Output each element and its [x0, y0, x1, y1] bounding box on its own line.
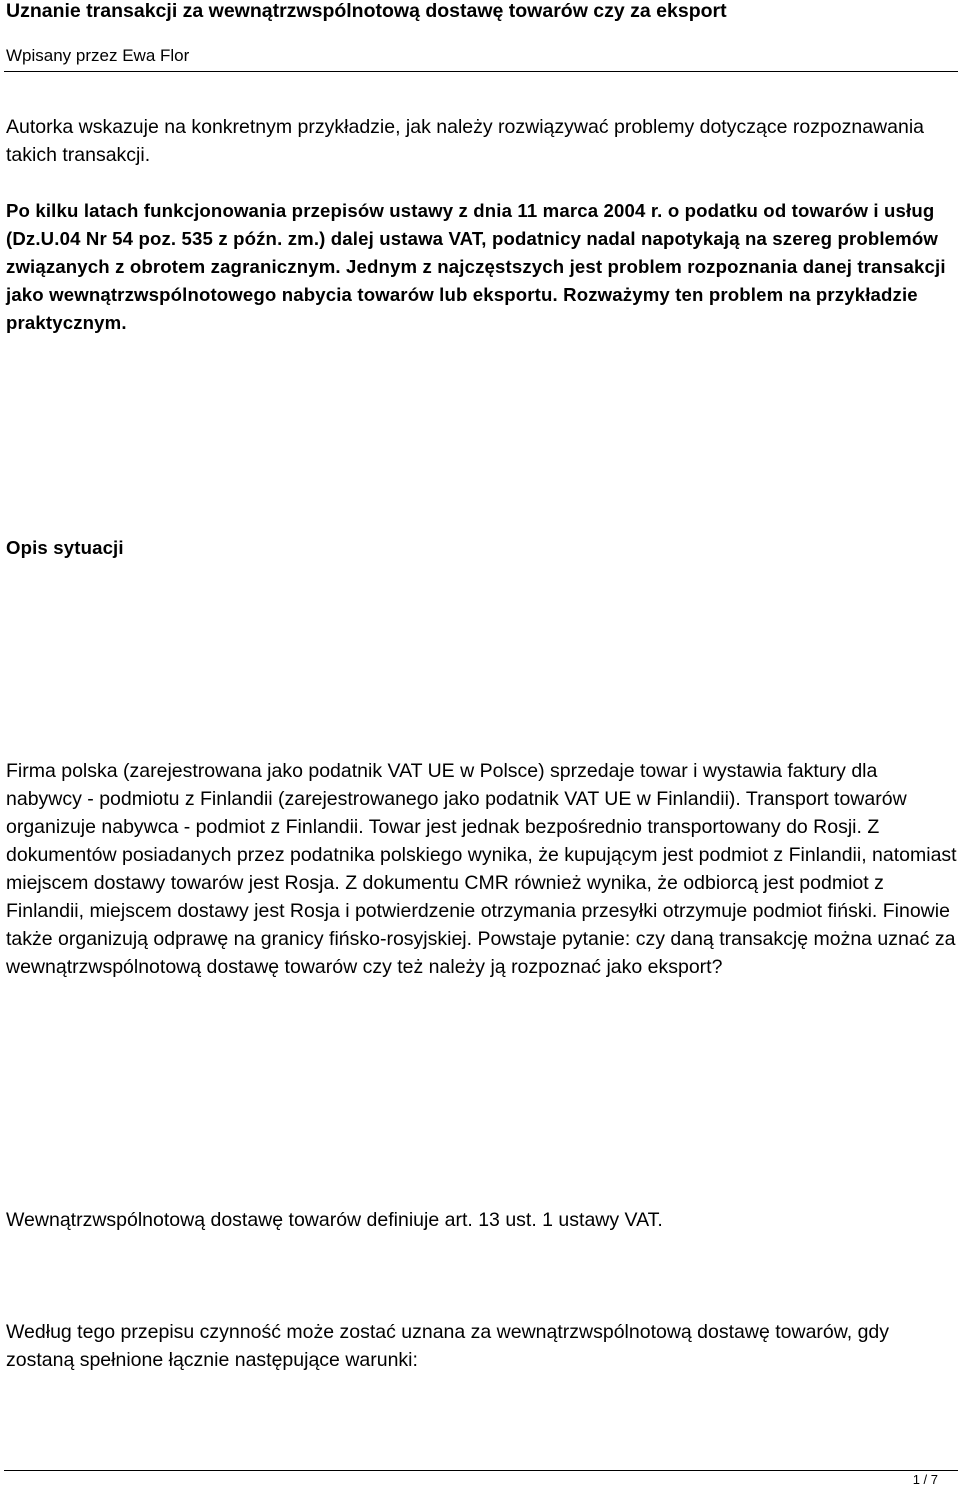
header-divider [4, 71, 958, 72]
section-heading: Opis sytuacji [6, 537, 124, 558]
document-title: Uznanie transakcji za wewnątrzwspólnotową dostawę towarów czy za eksport [6, 0, 727, 22]
definition-paragraph: Wewnątrzwspólnotową dostawę towarów definiuje art. 13 ust. 1 ustawy VAT. [6, 1209, 663, 1231]
conditions-paragraph: Według tego przepisu czynność może zostać uznana za wewnątrzwspólnotową dostawę towarów, gdy zostaną spełnione łącznie następujące warunki: [6, 1321, 890, 1371]
footer-divider [4, 1470, 958, 1471]
author-line: Wpisany przez Ewa Flor [6, 46, 190, 65]
intro-paragraph: Autorka wskazuje na konkretnym przykładzie, jak należy rozwiązywać problemy dotyczące rozpoznawania takich transakcji. [6, 116, 924, 166]
lead-paragraph: Po kilku latach funkcjonowania przepisów ustawy z dnia 11 marca 2004 r. o podatku od towarów i usług (Dz.U.04 Nr 54 poz. 535 z późn. zm.) dalej ustawa VAT, podatnicy nadal napotykają na szereg problemów związanych z obrotem zagranicznym. Jednym z najczęstszych jest problem rozpoznania danej transakcji jako wewnątrzwspólnotowego nabycia towarów lub eksportu. Rozważymy ten problem na przykładzie praktycznym. [6, 200, 946, 333]
page-number: 1 / 7 [912, 1472, 938, 1487]
situation-paragraph: Firma polska (zarejestrowana jako podatnik VAT UE w Polsce) sprzedaje towar i wystawia faktury dla nabywcy - podmiotu z Finlandii (zarejestrowanego jako podatnik VAT UE w Finlandii). Transport towarów organizuje nabywca - podmiot z Finlandii. Towar jest jednak bezpośrednio transportowany do Rosji. Z dokumentów posiadanych przez podatnika polskiego wynika, że kupującym jest podmiot z Finlandii, natomiast miejscem dostawy towarów jest Rosja. Z dokumentu CMR również wynika, że odbiorcą jest podmiot z Finlandii, miejscem dostawy jest Rosja i potwierdzenie otrzymania przesyłki otrzymuje podmiot fiński. Finowie także organizują odprawę na granicy fińsko-rosyjskiej. Powstaje pytanie: czy daną transakcję można uznać za wewnątrzwspólnotową dostawę towarów czy też należy ją rozpoznać jako eksport? [6, 760, 957, 978]
